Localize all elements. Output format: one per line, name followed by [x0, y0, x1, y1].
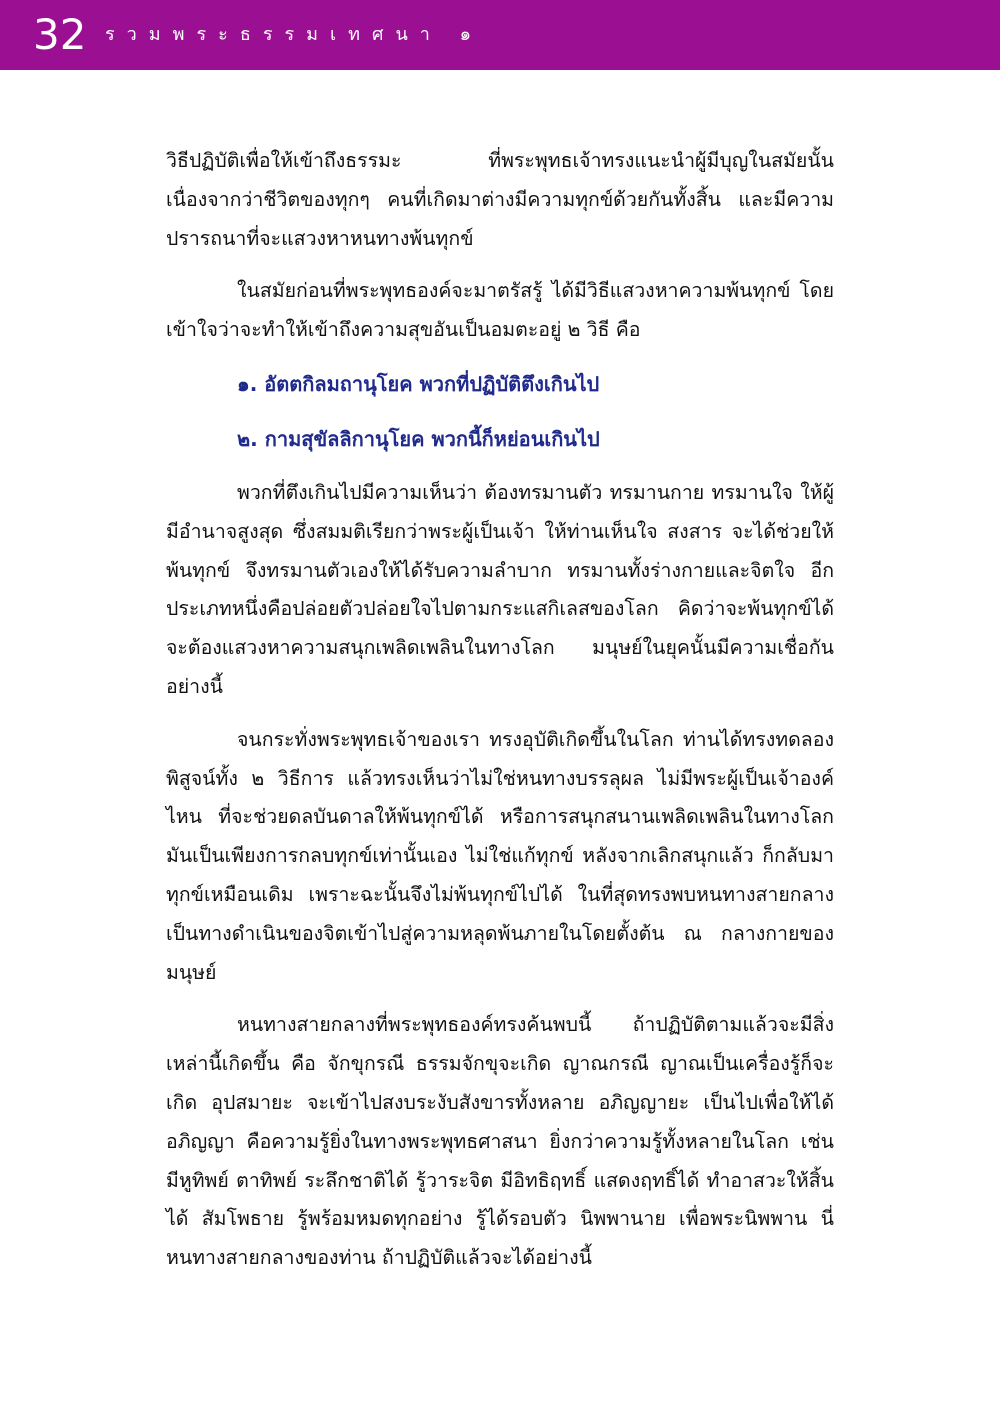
header-bar	[0, 0, 1000, 70]
page-body	[166, 142, 834, 1292]
list-item-2: ๒. กามสุขัลลิกานุโยค พวกนี้ก็หย่อนเกินไป	[237, 426, 600, 451]
paragraph-1: วิธีปฏิบัติเพื่อให้เข้าถึงธรรมะ ที่พระพุทธเจ้าทรงแนะนำผู้มีบุญในสมัยนั้น เนื่องจากว่าชีวิตของทุกๆ คนที่เกิดมาต่างมีความทุกข์ด้วยกันทั้งสิ้น และมีความปรารถนาที่จะแสวงหาหนทางพ้นทุกข์	[166, 149, 834, 250]
paragraph-2: ในสมัยก่อนที่พระพุทธองค์จะมาตรัสรู้ ได้มีวิธีแสวงหาความพ้นทุกข์ โดยเข้าใจว่าจะทำให้เข้าถึงความสุขอันเป็นอมตะอยู่ ๒ วิธี คือ	[166, 279, 834, 342]
paragraph-5: หนทางสายกลางที่พระพุทธองค์ทรงค้นพบนี้ ถ้าปฏิบัติตามแล้วจะมีสิ่งเหล่านี้เกิดขึ้น คือ จักขุกรณี ธรรมจักขุจะเกิด ญาณกรณี ญาณเป็นเครื่องรู้ก็จะเกิด อุปสมายะ จะเข้าไปสงบระงับสังขารทั้งหลาย อภิญญายะ เป็นไปเพื่อให้ได้อภิญญา คือความรู้ยิ่งในทางพระพุทธศาสนา ยิ่งกว่าความรู้ทั้งหลายในโลก เช่น มีหูทิพย์ ตาทิพย์ ระลึกชาติได้ รู้วาระจิต มีอิทธิฤทธิ์ แสดงฤทธิ์ได้ ทำอาสวะให้สิ้นได้ สัมโพธาย รู้พร้อมหมดทุกอย่าง รู้ได้รอบตัว นิพพานาย เพื่อพระนิพพาน นี่หนทางสายกลางของท่าน ถ้าปฏิบัติแล้วจะได้อย่างนี้	[166, 1013, 834, 1270]
page-number: 32	[33, 10, 87, 59]
paragraph-3: พวกที่ตึงเกินไปมีความเห็นว่า ต้องทรมานตัว ทรมานกาย ทรมานใจ ให้ผู้มีอำนาจสูงสุด ซึ่งสมมติเรียกว่าพระผู้เป็นเจ้า ให้ท่านเห็นใจ สงสาร จะได้ช่วยให้พ้นทุกข์ จึงทรมานตัวเองให้ได้รับความลำบาก ทรมานทั้งร่างกายและจิตใจ อีกประเภทหนึ่งคือปล่อยตัวปล่อยใจไปตามกระแสกิเลสของโลก คิดว่าจะพ้นทุกข์ได้จะต้องแสวงหาความสนุกเพลิดเพลินในทางโลก มนุษย์ในยุคนั้นมีความเชื่อกันอย่างนี้	[166, 480, 834, 698]
list-item-1: ๑. อัตตกิลมถานุโยค พวกที่ปฏิบัติตึงเกินไป	[237, 371, 600, 396]
paragraph-4: จนกระทั่งพระพุทธเจ้าของเรา ทรงอุบัติเกิดขึ้นในโลก ท่านได้ทรงทดลองพิสูจน์ทั้ง ๒ วิธีการ แล้วทรงเห็นว่าไม่ใช่หนทางบรรลุผล ไม่มีพระผู้เป็นเจ้าองค์ไหน ที่จะช่วยดลบันดาลให้พ้นทุกข์ได้ หรือการสนุกสนานเพลิดเพลินในทางโลก มันเป็นเพียงการกลบทุกข์เท่านั้นเอง ไม่ใช่แก้ทุกข์ หลังจากเลิกสนุกแล้ว ก็กลับมาทุกข์เหมือนเดิม เพราะฉะนั้นจึงไม่พ้นทุกข์ไปได้ ในที่สุดทรงพบหนทางสายกลาง เป็นทางดำเนินของจิตเข้าไปสู่ความหลุดพ้นภายในโดยตั้งต้น ณ กลางกายของมนุษย์	[166, 727, 834, 984]
running-title: รวมพระธรรมเทศนา ๑	[105, 24, 484, 45]
